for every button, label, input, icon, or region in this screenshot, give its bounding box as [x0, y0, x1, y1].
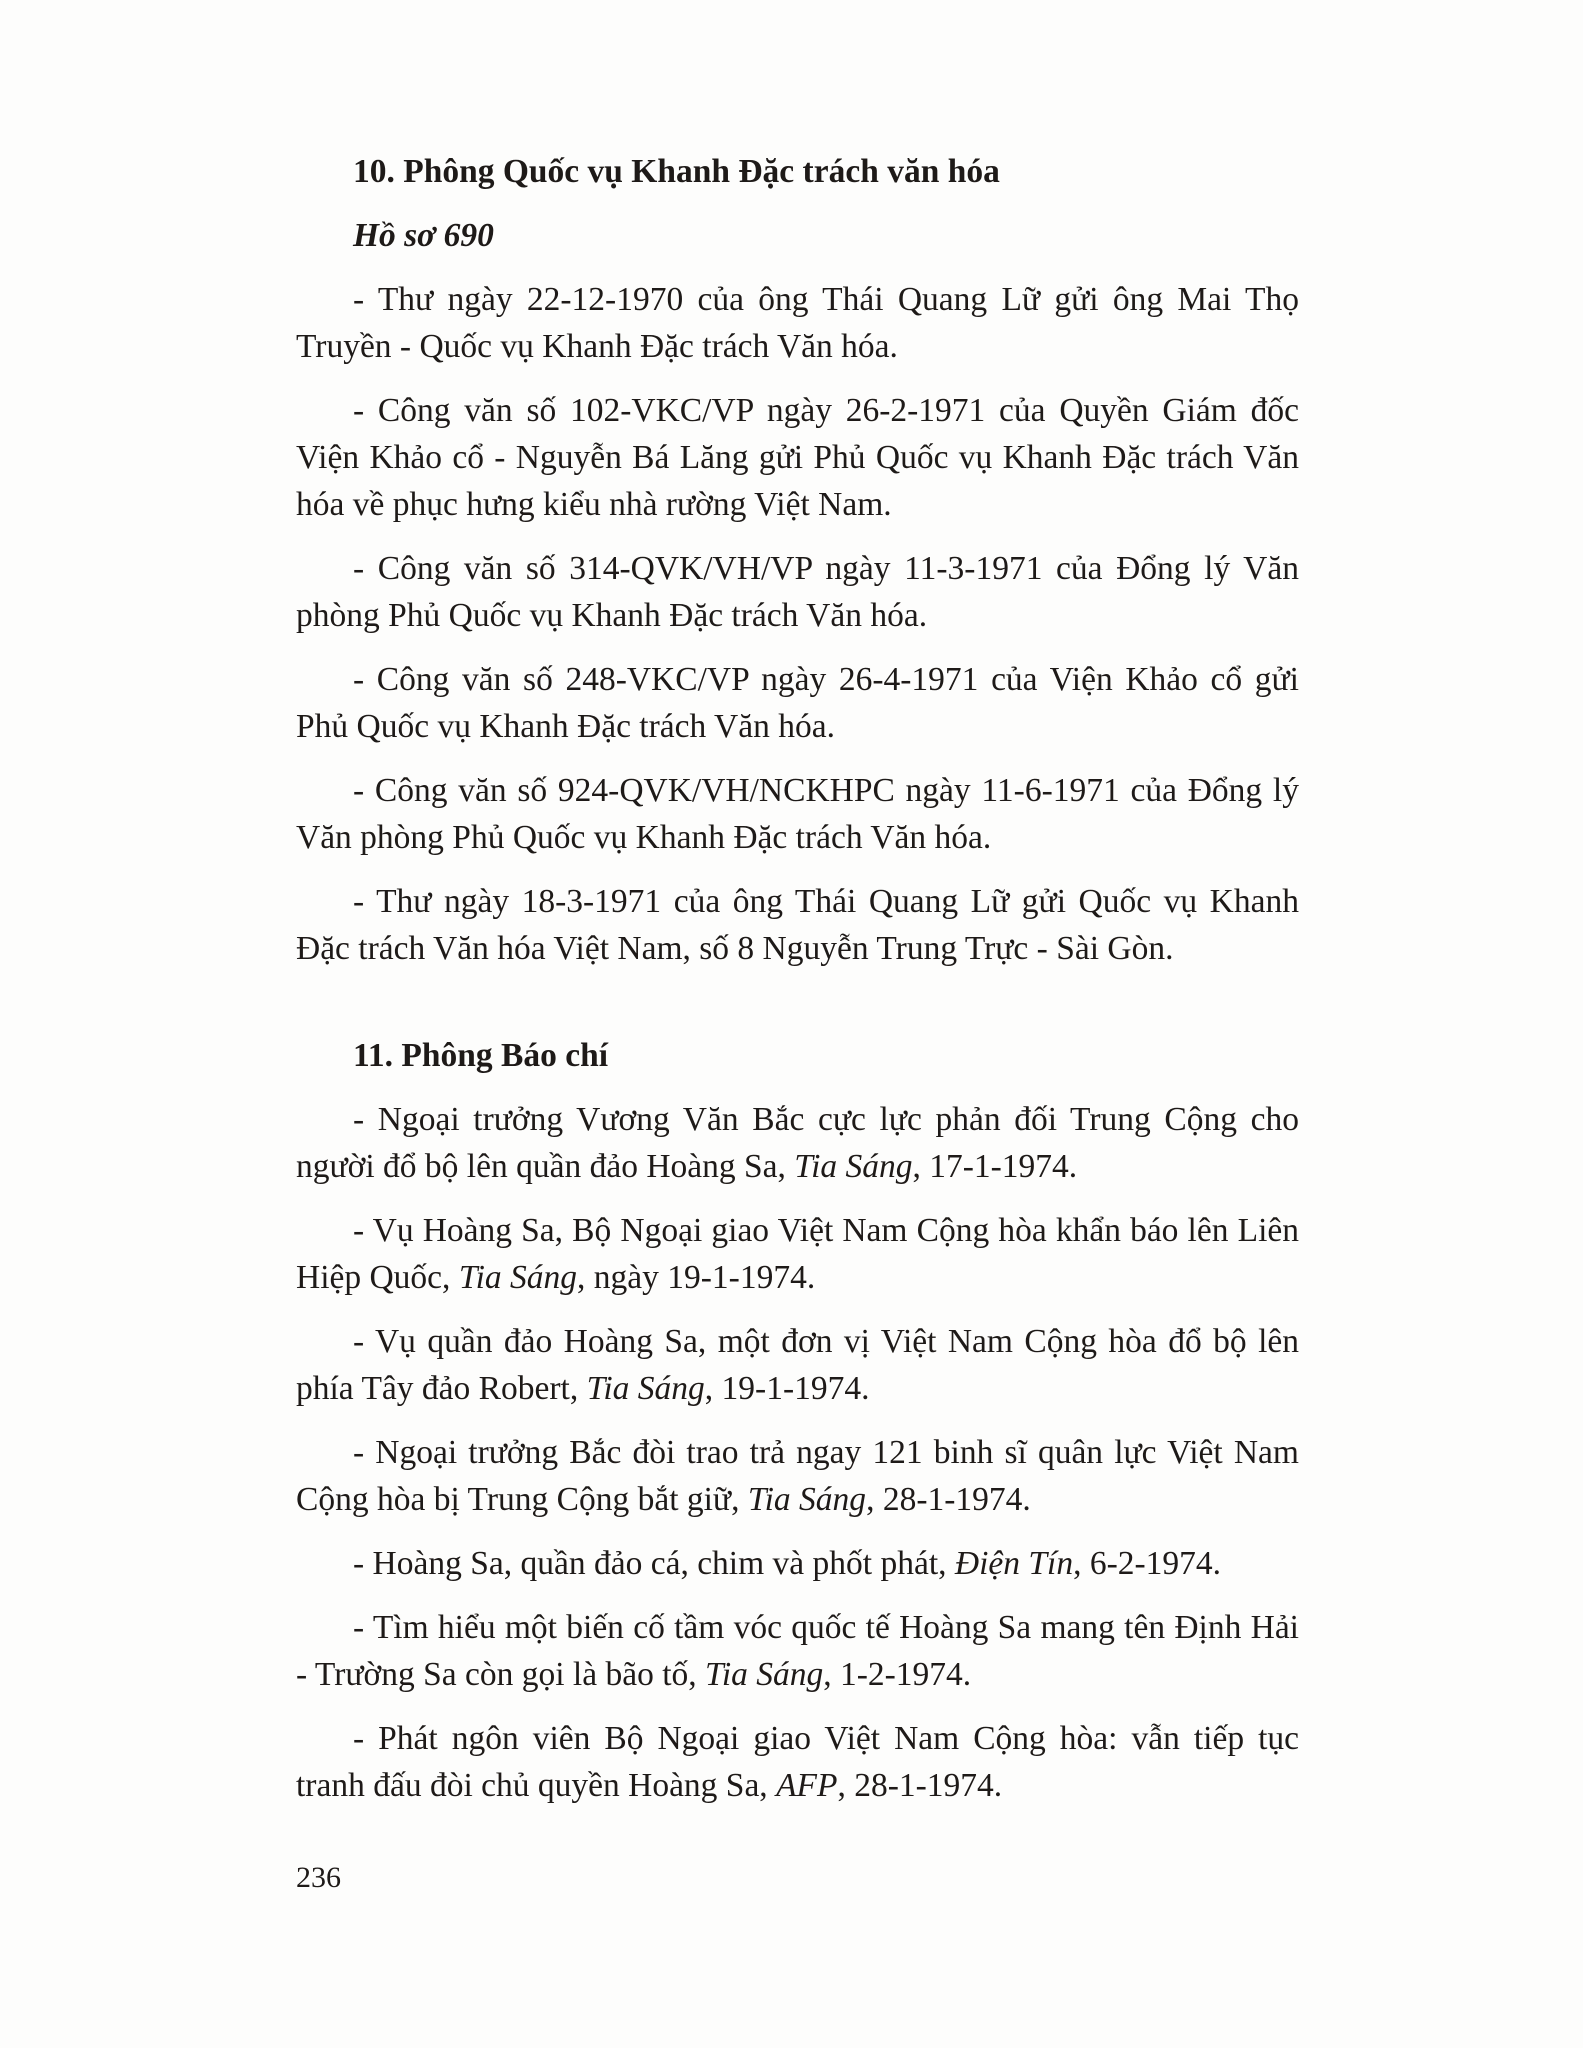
journal-name: Điện Tín [954, 1545, 1074, 1582]
archive-entry [296, 1604, 1299, 1698]
archive-entry [296, 767, 1299, 861]
journal-name: Tia Sáng [458, 1259, 578, 1296]
journal-name: Tia Sáng [747, 1481, 867, 1518]
archive-entry [296, 656, 1299, 750]
journal-name: Tia Sáng [705, 1656, 824, 1693]
entry-text: , 1-2-1974. [823, 1656, 972, 1693]
section-phong-quoc-vu-khanh [296, 148, 1299, 972]
journal-name: Tia Sáng [794, 1148, 913, 1185]
entry-text: - Công văn số 102-VKC/VP ngày 26-2-1971 của Quyền Giám đốc Viện Khảo cổ - Nguyễn Bá Lăng gửi Phủ Quốc vụ Khanh Đặc trách Văn hóa về phục hưng kiểu nhà rường Việt Nam. [296, 392, 1299, 523]
archive-entry [296, 276, 1299, 370]
section-phong-bao-chi [296, 1032, 1299, 1809]
entry-text: - Thư ngày 18-3-1971 của ông Thái Quang Lữ gửi Quốc vụ Khanh Đặc trách Văn hóa Việt Nam, số 8 Nguyễn Trung Trực - Sài Gòn. [296, 883, 1299, 967]
dossier-label: Hồ sơ 690 [353, 217, 494, 254]
entry-text: , 28-1-1974. [866, 1481, 1031, 1518]
entry-text: - Thư ngày 22-12-1970 của ông Thái Quang Lữ gửi ông Mai Thọ Truyền - Quốc vụ Khanh Đặc trách Văn hóa. [296, 281, 1299, 365]
section-heading: 10. Phông Quốc vụ Khanh Đặc trách văn hóa [353, 153, 1000, 190]
entry-text: - Ngoại trưởng Bắc đòi trao trả ngay 121 binh sĩ quân lực Việt Nam Cộng hòa bị Trung Cộng bắt giữ, [296, 1434, 1299, 1518]
entry-text: - Ngoại trưởng Vương Văn Bắc cực lực phản đối Trung Cộng cho người đổ bộ lên quần đảo Hoàng Sa, [296, 1101, 1299, 1185]
page-content [296, 148, 1299, 1826]
archive-entry [296, 545, 1299, 639]
archive-entry [296, 1429, 1299, 1523]
archive-entry [296, 878, 1299, 972]
entry-text: - Vụ quần đảo Hoàng Sa, một đơn vị Việt Nam Cộng hòa đổ bộ lên phía Tây đảo Robert, [296, 1323, 1299, 1407]
journal-name: Tia Sáng [586, 1370, 705, 1407]
entry-text: - Công văn số 314-QVK/VH/VP ngày 11-3-1971 của Đổng lý Văn phòng Phủ Quốc vụ Khanh Đặc trách Văn hóa. [296, 550, 1299, 634]
journal-name: AFP [776, 1767, 838, 1804]
archive-entry [296, 1540, 1299, 1587]
entry-text: , 17-1-1974. [912, 1148, 1078, 1185]
page-number: 236 [296, 1861, 341, 1894]
archive-entry [296, 1207, 1299, 1301]
entry-text: - Tìm hiểu một biến cố tầm vóc quốc tế Hoàng Sa mang tên Định Hải - Trường Sa còn gọi là bão tố, [296, 1609, 1299, 1693]
section-heading: 11. Phông Báo chí [353, 1037, 609, 1074]
archive-entry [296, 1318, 1299, 1412]
entry-text: - Phát ngôn viên Bộ Ngoại giao Việt Nam Cộng hòa: vẫn tiếp tục tranh đấu đòi chủ quyền Hoàng Sa, [296, 1720, 1299, 1804]
entry-text: , 19-1-1974. [704, 1370, 870, 1407]
entry-text: , 28-1-1974. [837, 1767, 1003, 1804]
archive-entry [296, 1715, 1299, 1809]
archive-entry [296, 387, 1299, 528]
entry-text: - Công văn số 248-VKC/VP ngày 26-4-1971 của Viện Khảo cổ gửi Phủ Quốc vụ Khanh Đặc trách Văn hóa. [296, 661, 1299, 745]
entry-text: - Hoàng Sa, quần đảo cá, chim và phốt phát, [353, 1545, 955, 1582]
archive-entry [296, 1096, 1299, 1190]
entry-text: - Công văn số 924-QVK/VH/NCKHPC ngày 11-6-1971 của Đổng lý Văn phòng Phủ Quốc vụ Khanh Đặc trách Văn hóa. [296, 772, 1299, 856]
entry-text: , 6-2-1974. [1073, 1545, 1222, 1582]
entry-text: - Vụ Hoàng Sa, Bộ Ngoại giao Việt Nam Cộng hòa khẩn báo lên Liên Hiệp Quốc, [296, 1212, 1299, 1296]
entry-text: , ngày 19-1-1974. [577, 1259, 816, 1296]
